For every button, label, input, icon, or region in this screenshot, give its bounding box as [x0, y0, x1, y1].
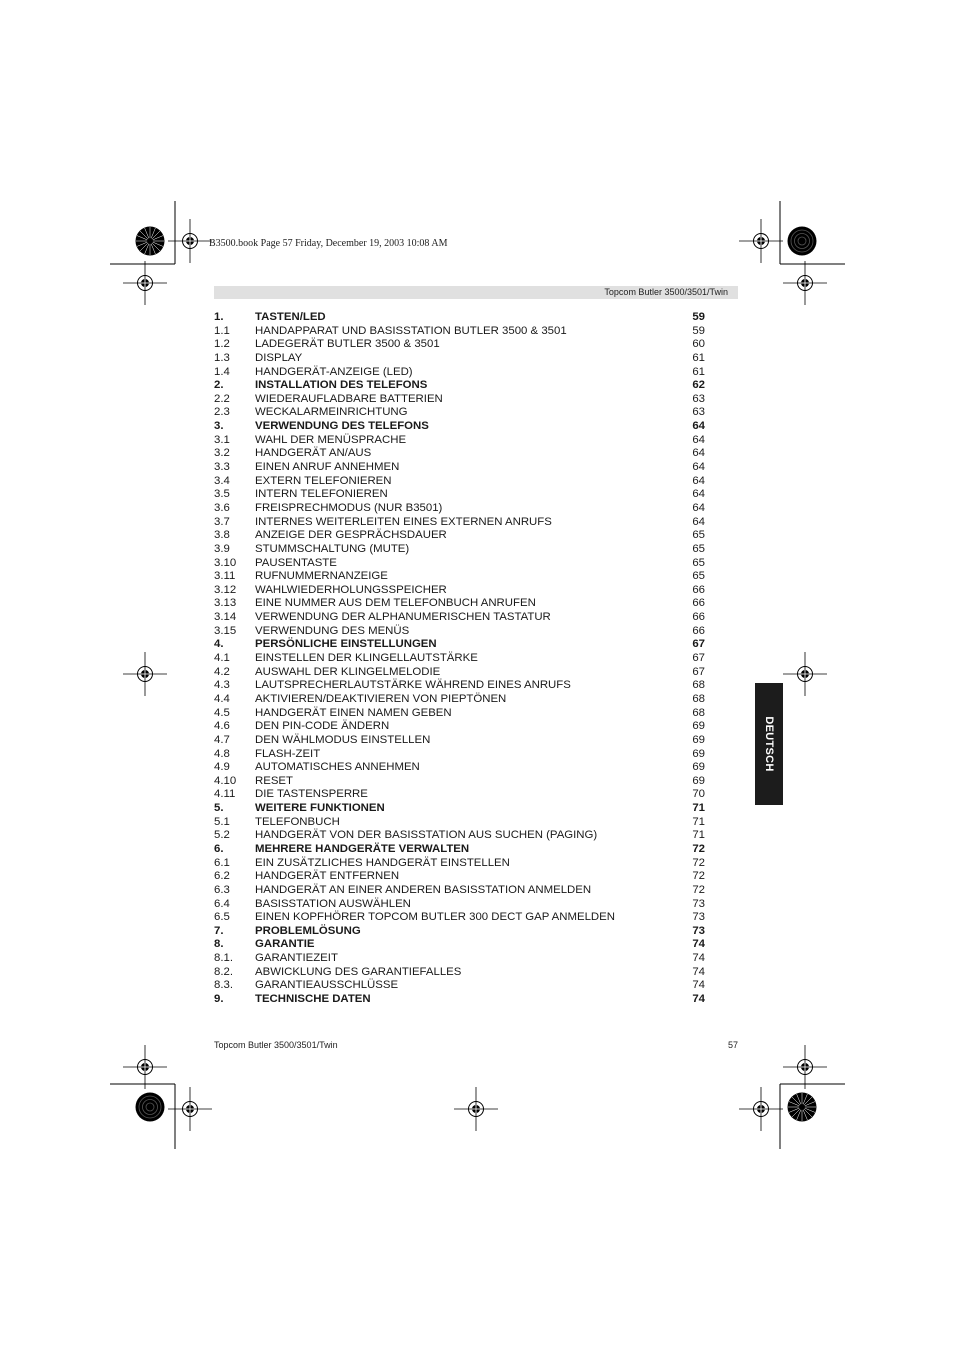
- toc-entry: [214, 938, 714, 952]
- toc-entry-number: 4.3: [214, 679, 230, 692]
- toc-entry-page: 65: [692, 529, 705, 542]
- toc-entry-page: 72: [692, 883, 705, 896]
- toc-entry-page: 64: [692, 488, 705, 501]
- toc-entry: [214, 666, 714, 680]
- toc-entry-title: DIE TASTENSPERRE: [255, 788, 368, 801]
- toc-entry-number: 3.9: [214, 542, 230, 555]
- toc-entry: [214, 338, 714, 352]
- toc-entry-number: 4.: [214, 638, 224, 651]
- toc-entry-title: INTERNES WEITERLEITEN EINES EXTERNEN ANRUFS: [255, 515, 552, 528]
- toc-entry-title: HANDGERÄT EINEN NAMEN GEBEN: [255, 706, 452, 719]
- toc-entry: [214, 475, 714, 489]
- toc-entry-title: DEN WÄHLMODUS EINSTELLEN: [255, 733, 431, 746]
- toc-entry-number: 3.6: [214, 501, 230, 514]
- toc-entry: [214, 679, 714, 693]
- toc-entry-page: 69: [692, 747, 705, 760]
- toc-entry-page: 71: [692, 815, 705, 828]
- toc-entry-number: 2.: [214, 379, 224, 392]
- toc-entry-title: PERSÖNLICHE EINSTELLUNGEN: [255, 638, 437, 651]
- toc-entry-page: 64: [692, 461, 705, 474]
- toc-entry-page: 59: [692, 324, 705, 337]
- toc-entry-title: GARANTIEAUSSCHLÜSSE: [255, 979, 399, 992]
- toc-entry-title: VERWENDUNG DES MENÜS: [255, 624, 410, 637]
- toc-entry-title: TELEFONBUCH: [255, 815, 340, 828]
- toc-entry-page: 68: [692, 706, 705, 719]
- toc-entry-title: HANDGERÄT AN EINER ANDEREN BASISSTATION ANMELDEN: [255, 883, 592, 896]
- toc-entry-page: 72: [692, 856, 705, 869]
- toc-entry-number: 8.1.: [214, 952, 233, 965]
- toc-entry-number: 3.7: [214, 515, 230, 528]
- toc-entry-page: 68: [692, 692, 705, 705]
- toc-entry-page: 64: [692, 433, 705, 446]
- toc-entry: [214, 434, 714, 448]
- toc-entry-number: 3.11: [214, 570, 236, 583]
- toc-entry-page: 63: [692, 392, 705, 405]
- toc-entry-title: LAUTSPRECHERLAUTSTÄRKE WÄHREND EINES ANRUFS: [255, 679, 571, 692]
- toc-entry-title: EXTERN TELEFONIEREN: [255, 474, 392, 487]
- toc-entry: [214, 352, 714, 366]
- toc-entry-page: 61: [692, 365, 705, 378]
- page-number: 57: [727, 1040, 738, 1050]
- language-tab-label: DEUTSCH: [763, 716, 775, 772]
- header-band: [214, 286, 738, 299]
- toc-entry: [214, 379, 714, 393]
- toc-entry: [214, 775, 714, 789]
- toc-entry-number: 3.12: [214, 583, 237, 596]
- toc-entry-number: 4.2: [214, 665, 230, 678]
- toc-entry-page: 74: [692, 965, 705, 978]
- toc-entry: [214, 911, 714, 925]
- toc-entry: [214, 993, 714, 1007]
- toc-entry: [214, 638, 714, 652]
- toc-entry-page: 66: [692, 583, 705, 596]
- toc-entry-number: 8.: [214, 938, 224, 951]
- toc-entry-title: RESET: [255, 774, 293, 787]
- toc-entry-title: DEN PIN-CODE ÄNDERN: [255, 720, 390, 733]
- toc-entry-number: 3.2: [214, 447, 230, 460]
- toc-entry-number: 4.10: [214, 774, 237, 787]
- toc-entry-title: ABWICKLUNG DES GARANTIEFALLES: [255, 965, 462, 978]
- toc-entry-page: 72: [692, 870, 705, 883]
- toc-entry-number: 6.4: [214, 897, 230, 910]
- toc-entry: [214, 543, 714, 557]
- toc-entry-number: 4.8: [214, 747, 230, 760]
- toc-entry-title: HANDGERÄT AN/AUS: [255, 447, 372, 460]
- toc-entry-title: WIEDERAUFLADBARE BATTERIEN: [255, 392, 443, 405]
- toc-entry-number: 6.3: [214, 883, 230, 896]
- toc-entry: [214, 693, 714, 707]
- toc-entry-number: 2.2: [214, 392, 230, 405]
- toc-entry-number: 6.5: [214, 911, 230, 924]
- toc-entry-number: 1.3: [214, 351, 230, 364]
- toc-entry-page: 69: [692, 774, 705, 787]
- toc-entry-number: 1.: [214, 311, 224, 323]
- toc-entry: [214, 406, 714, 420]
- toc-entry-title: TECHNISCHE DATEN: [255, 993, 371, 1006]
- toc-entry-title: DISPLAY: [255, 351, 303, 364]
- toc-entry-page: 67: [692, 638, 705, 651]
- toc-entry-number: 3.8: [214, 529, 230, 542]
- toc-entry-title: HANDAPPARAT UND BASISSTATION BUTLER 3500 & 3501: [255, 324, 567, 337]
- toc-entry-title: PROBLEMLÖSUNG: [255, 924, 361, 937]
- file-info: B3500.book Page 57 Friday, December 19, 2003 10:08 AM: [209, 238, 448, 249]
- toc-entry: [214, 966, 714, 980]
- toc-entry: [214, 557, 714, 571]
- toc-entry: [214, 952, 714, 966]
- toc-entry-number: 1.4: [214, 365, 230, 378]
- toc-entry-page: 73: [692, 924, 705, 937]
- table-of-contents: [214, 311, 714, 1007]
- language-tab: [755, 683, 783, 805]
- toc-entry-number: 4.4: [214, 692, 230, 705]
- toc-entry-title: WAHL DER MENÜSPRACHE: [255, 433, 407, 446]
- toc-entry-title: HANDGERÄT-ANZEIGE (LED): [255, 365, 413, 378]
- toc-entry-title: WECKALARMEINRICHTUNG: [255, 406, 408, 419]
- toc-entry-page: 69: [692, 720, 705, 733]
- toc-entry-page: 66: [692, 624, 705, 637]
- toc-entry-page: 61: [692, 351, 705, 364]
- toc-entry-number: 3.13: [214, 597, 237, 610]
- toc-entry: [214, 720, 714, 734]
- toc-entry-page: 73: [692, 897, 705, 910]
- toc-entry: [214, 311, 714, 325]
- toc-entry-title: AKTIVIEREN/DEAKTIVIEREN VON PIEPTÖNEN: [255, 692, 507, 705]
- toc-entry: [214, 748, 714, 762]
- toc-entry-title: WAHLWIEDERHOLUNGSSPEICHER: [255, 583, 447, 596]
- toc-entry-title: GARANTIE: [255, 938, 315, 951]
- toc-entry-title: FLASH-ZEIT: [255, 747, 321, 760]
- toc-entry-page: 59: [692, 311, 705, 323]
- toc-entry: [214, 884, 714, 898]
- toc-entry-title: PAUSENTASTE: [255, 556, 337, 569]
- toc-entry-number: 2.3: [214, 406, 230, 419]
- toc-entry-page: 72: [692, 842, 705, 855]
- toc-entry-title: GARANTIEZEIT: [255, 952, 338, 965]
- toc-entry: [214, 584, 714, 598]
- toc-entry-page: 64: [692, 420, 705, 433]
- toc-entry: [214, 366, 714, 380]
- toc-entry-number: 3.10: [214, 556, 237, 569]
- toc-entry: [214, 516, 714, 530]
- toc-entry: [214, 420, 714, 434]
- toc-entry: [214, 570, 714, 584]
- toc-entry: [214, 870, 714, 884]
- toc-entry-title: FREISPRECHMODUS (NUR B3501): [255, 501, 443, 514]
- toc-entry-title: TASTEN/LED: [255, 311, 326, 323]
- toc-entry-page: 64: [692, 515, 705, 528]
- toc-entry-number: 5.2: [214, 829, 230, 842]
- toc-entry: [214, 393, 714, 407]
- header-title: Topcom Butler 3500/3501/Twin: [604, 287, 728, 297]
- toc-entry: [214, 652, 714, 666]
- toc-entry: [214, 502, 714, 516]
- toc-entry-title: LADEGERÄT BUTLER 3500 & 3501: [255, 338, 440, 351]
- toc-entry-number: 3.1: [214, 433, 230, 446]
- toc-entry: [214, 707, 714, 721]
- toc-entry-number: 4.6: [214, 720, 230, 733]
- toc-entry-number: 3.3: [214, 461, 230, 474]
- toc-entry-title: EINEN ANRUF ANNEHMEN: [255, 461, 400, 474]
- toc-entry: [214, 488, 714, 502]
- toc-entry-title: EINSTELLEN DER KLINGELLAUTSTÄRKE: [255, 652, 478, 665]
- toc-entry: [214, 925, 714, 939]
- toc-entry-page: 64: [692, 474, 705, 487]
- toc-entry-number: 3.15: [214, 624, 237, 637]
- toc-entry-page: 74: [692, 938, 705, 951]
- toc-entry-number: 5.1: [214, 815, 230, 828]
- toc-entry: [214, 843, 714, 857]
- toc-entry-page: 74: [692, 952, 705, 965]
- toc-entry-page: 64: [692, 501, 705, 514]
- toc-entry: [214, 857, 714, 871]
- toc-entry-title: VERWENDUNG DES TELEFONS: [255, 420, 429, 433]
- toc-entry-page: 60: [692, 338, 705, 351]
- toc-entry-title: AUSWAHL DER KLINGELMELODIE: [255, 665, 441, 678]
- toc-entry: [214, 461, 714, 475]
- toc-entry-title: MEHRERE HANDGERÄTE VERWALTEN: [255, 842, 470, 855]
- toc-entry-number: 6.1: [214, 856, 230, 869]
- toc-entry-number: 1.2: [214, 338, 230, 351]
- toc-entry-page: 66: [692, 611, 705, 624]
- toc-entry-page: 69: [692, 733, 705, 746]
- toc-entry: [214, 529, 714, 543]
- toc-entry-title: HANDGERÄT ENTFERNEN: [255, 870, 400, 883]
- toc-entry-page: 65: [692, 542, 705, 555]
- toc-entry-title: STUMMSCHALTUNG (MUTE): [255, 542, 410, 555]
- toc-entry: [214, 447, 714, 461]
- toc-entry: [214, 816, 714, 830]
- toc-entry-number: 3.14: [214, 611, 237, 624]
- toc-entry: [214, 325, 714, 339]
- toc-entry-page: 69: [692, 761, 705, 774]
- toc-entry-title: HANDGERÄT VON DER BASISSTATION AUS SUCHEN (PAGING): [255, 829, 598, 842]
- toc-entry-page: 65: [692, 556, 705, 569]
- toc-entry-page: 73: [692, 911, 705, 924]
- toc-entry: [214, 625, 714, 639]
- toc-entry-title: EINE NUMMER AUS DEM TELEFONBUCH ANRUFEN: [255, 597, 536, 610]
- toc-entry: [214, 802, 714, 816]
- toc-entry-title: RUFNUMMERNANZEIGE: [255, 570, 388, 583]
- toc-entry-title: WEITERE FUNKTIONEN: [255, 802, 385, 815]
- toc-entry-number: 8.3.: [214, 979, 233, 992]
- toc-entry-page: 63: [692, 406, 705, 419]
- toc-entry-number: 4.9: [214, 761, 230, 774]
- toc-entry-number: 4.1: [214, 652, 230, 665]
- toc-entry-page: 68: [692, 679, 705, 692]
- toc-entry-page: 67: [692, 665, 705, 678]
- toc-entry-page: 65: [692, 570, 705, 583]
- toc-entry-title: EIN ZUSÄTZLICHES HANDGERÄT EINSTELLEN: [255, 856, 510, 869]
- toc-entry-title: VERWENDUNG DER ALPHANUMERISCHEN TASTATUR: [255, 611, 551, 624]
- toc-entry-number: 5.: [214, 802, 224, 815]
- toc-entry: [214, 788, 714, 802]
- toc-entry-title: BASISSTATION AUSWÄHLEN: [255, 897, 411, 910]
- toc-entry: [214, 734, 714, 748]
- toc-entry-page: 67: [692, 652, 705, 665]
- toc-entry-title: ANZEIGE DER GESPRÄCHSDAUER: [255, 529, 447, 542]
- toc-entry: [214, 979, 714, 993]
- toc-entry-title: AUTOMATISCHES ANNEHMEN: [255, 761, 420, 774]
- toc-entry-title: INTERN TELEFONIEREN: [255, 488, 388, 501]
- toc-entry-number: 6.2: [214, 870, 230, 883]
- toc-entry-number: 3.4: [214, 474, 230, 487]
- toc-entry-number: 3.5: [214, 488, 230, 501]
- toc-entry: [214, 611, 714, 625]
- toc-entry-number: 4.11: [214, 788, 236, 801]
- toc-entry-page: 62: [692, 379, 705, 392]
- toc-entry: [214, 761, 714, 775]
- toc-entry-page: 64: [692, 447, 705, 460]
- toc-entry-number: 1.1: [214, 324, 230, 337]
- toc-entry: [214, 597, 714, 611]
- toc-entry-title: EINEN KOPFHÖRER TOPCOM BUTLER 300 DECT GAP ANMELDEN: [255, 911, 615, 924]
- toc-entry-number: 8.2.: [214, 965, 233, 978]
- toc-entry-page: 71: [692, 802, 705, 815]
- toc-entry-page: 70: [692, 788, 705, 801]
- toc-entry: [214, 898, 714, 912]
- toc-entry-page: 66: [692, 597, 705, 610]
- toc-entry-number: 4.5: [214, 706, 230, 719]
- toc-entry-number: 9.: [214, 993, 224, 1006]
- toc-entry-number: 3.: [214, 420, 224, 433]
- toc-entry-page: 74: [692, 993, 705, 1006]
- toc-entry-number: 4.7: [214, 733, 230, 746]
- footer-title: Topcom Butler 3500/3501/Twin: [214, 1040, 338, 1050]
- toc-entry-number: 7.: [214, 924, 224, 937]
- toc-entry: [214, 829, 714, 843]
- toc-entry-page: 74: [692, 979, 705, 992]
- toc-entry-title: INSTALLATION DES TELEFONS: [255, 379, 428, 392]
- toc-entry-page: 71: [692, 829, 705, 842]
- toc-entry-number: 6.: [214, 842, 224, 855]
